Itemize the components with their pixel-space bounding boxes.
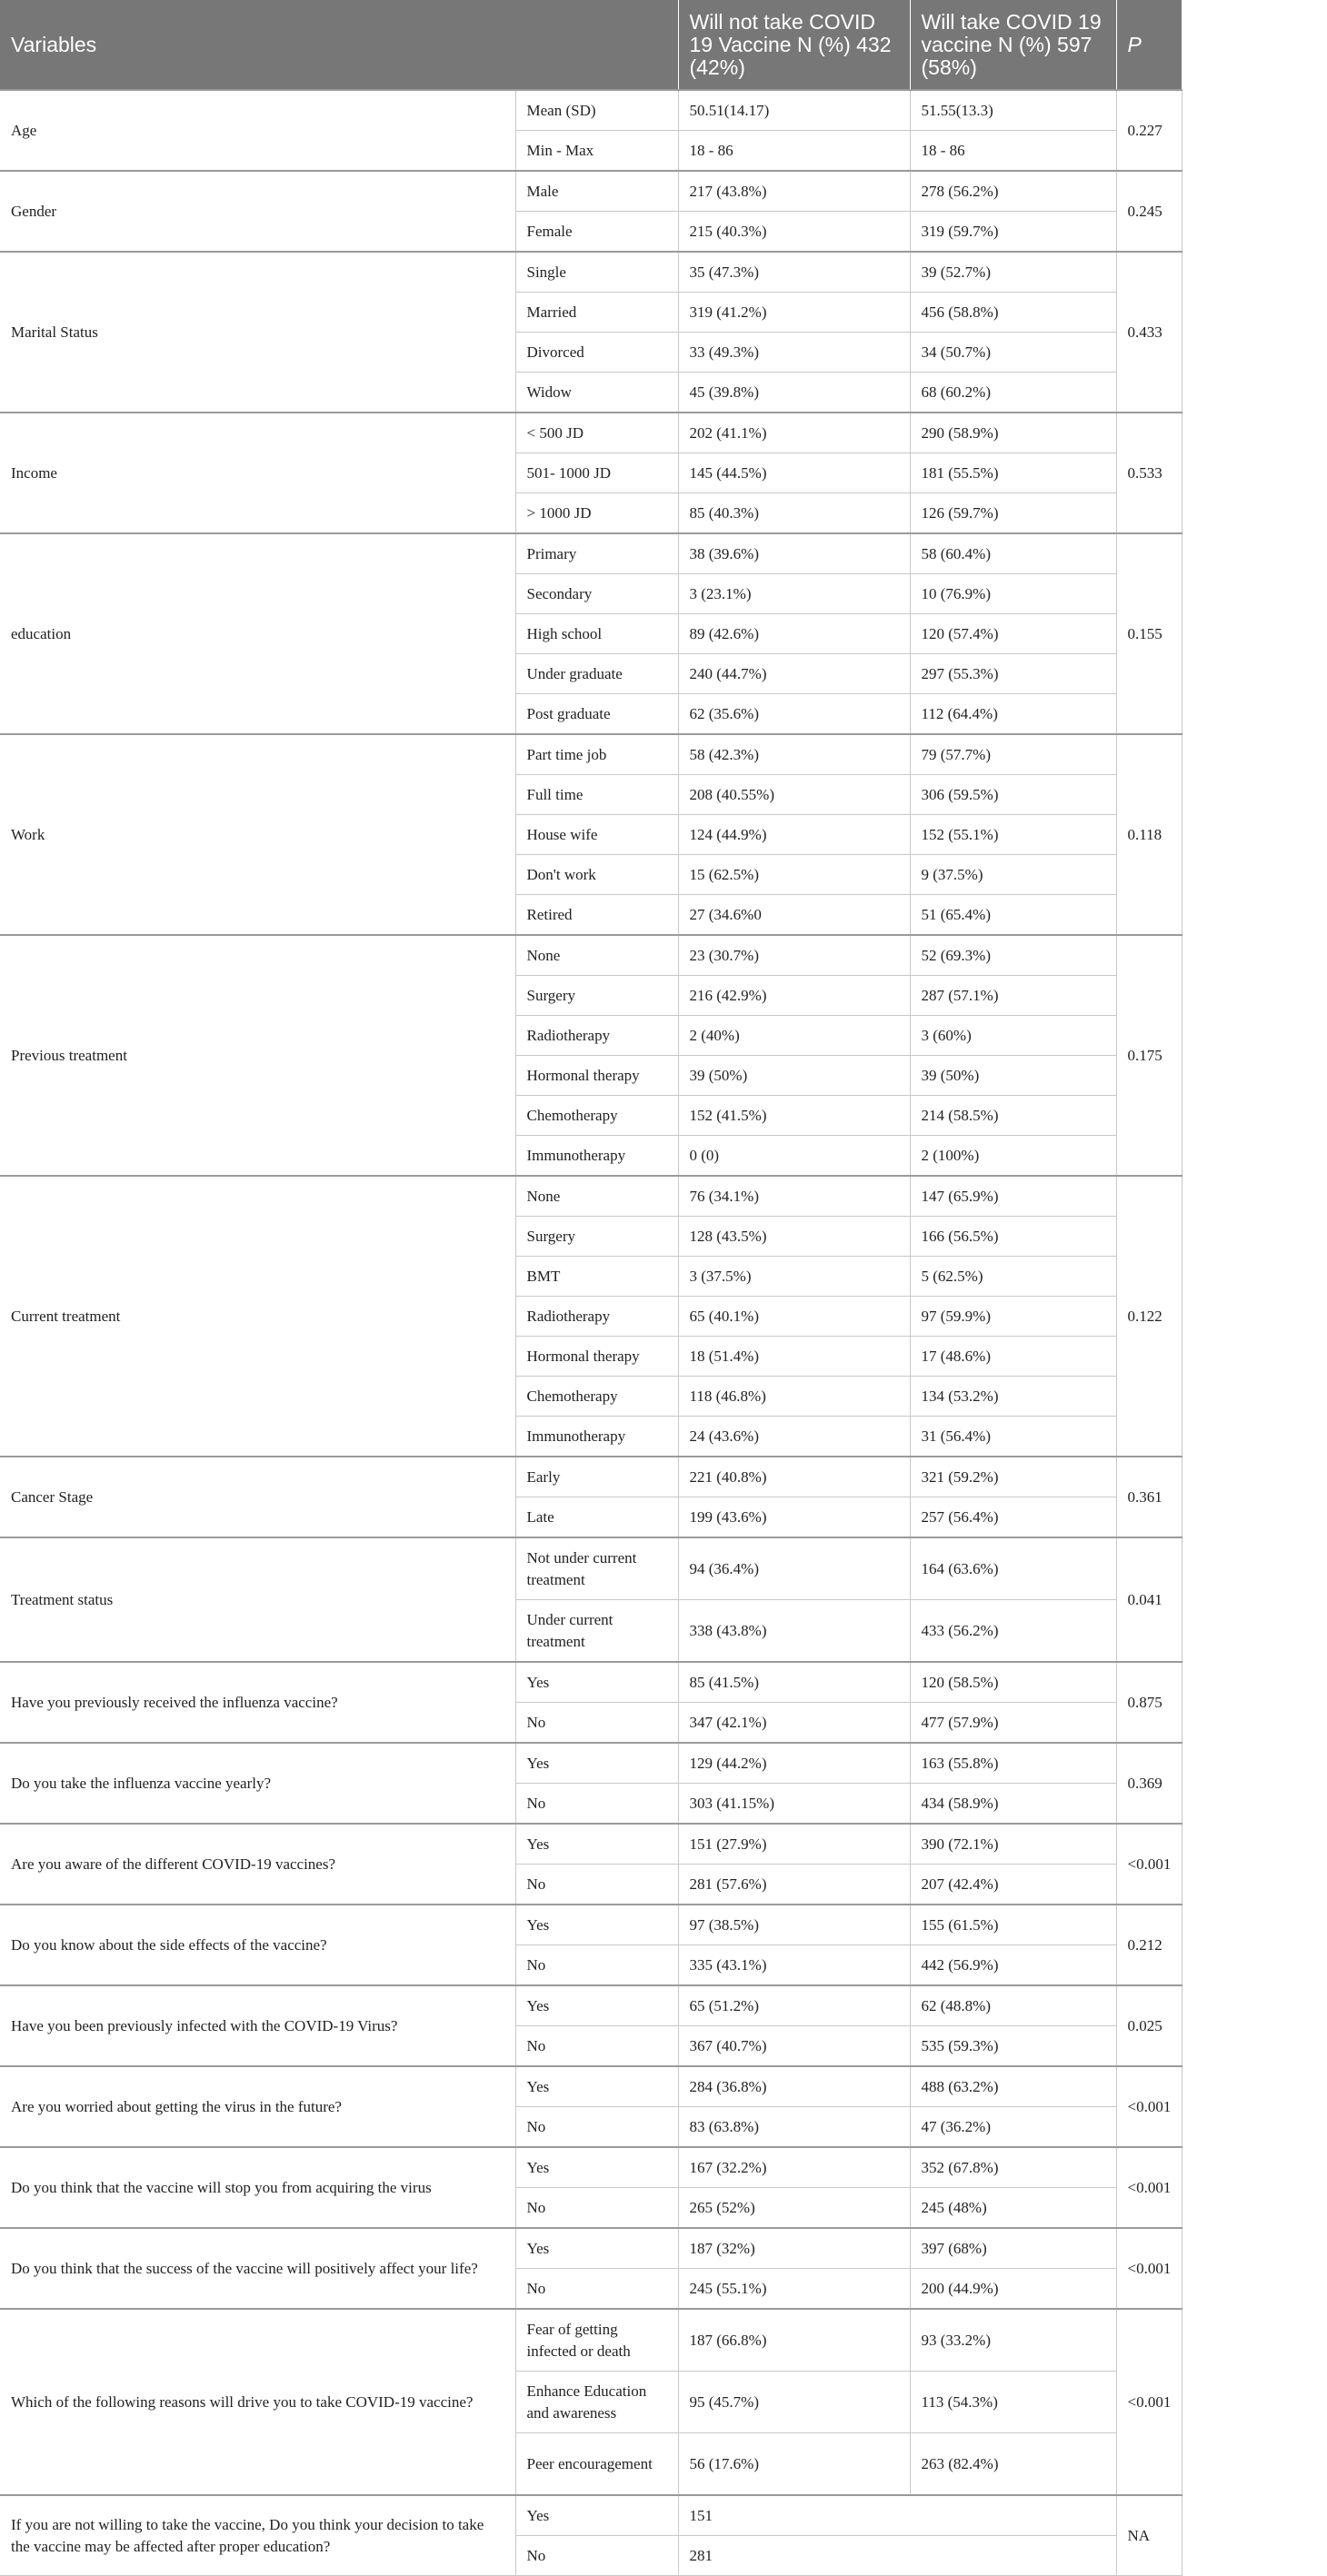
table-row <box>0 533 1182 574</box>
category-label: Not under current treatment <box>515 1537 678 1600</box>
will-take-value: 68 (60.2%) <box>910 373 1116 413</box>
will-not-take-value: 3 (37.5%) <box>678 1257 910 1297</box>
will-not-take-value: 216 (42.9%) <box>678 976 910 1016</box>
will-take-value: 51 (65.4%) <box>910 895 1116 936</box>
category-label: Chemotherapy <box>515 1377 678 1417</box>
category-label: Divorced <box>515 333 678 373</box>
will-take-value: 97 (59.9%) <box>910 1297 1116 1337</box>
variable-name: education <box>0 533 515 734</box>
variable-name: Do you know about the side effects of the vaccine? <box>0 1905 515 1985</box>
will-take-value: 9 (37.5%) <box>910 855 1116 895</box>
category-label: Secondary <box>515 574 678 614</box>
will-take-value: 10 (76.9%) <box>910 574 1116 614</box>
variable-name: If you are not willing to take the vaccine, Do you think your decision to take the vaccine may be affected after proper education? <box>0 2495 515 2576</box>
will-take-value: 120 (57.4%) <box>910 614 1116 654</box>
category-label: Mean (SD) <box>515 90 678 131</box>
will-take-value: 442 (56.9%) <box>910 1945 1116 1986</box>
will-not-take-value: 217 (43.8%) <box>678 171 910 212</box>
will-take-value: 257 (56.4%) <box>910 1497 1116 1538</box>
will-not-take-value: 0 (0) <box>678 1136 910 1177</box>
header-row <box>0 0 1182 90</box>
p-value: 0.533 <box>1116 413 1182 533</box>
will-take-value: 306 (59.5%) <box>910 775 1116 815</box>
will-take-value: 263 (82.4%) <box>910 2433 1116 2496</box>
table-row <box>0 1176 1182 1217</box>
p-value: 0.122 <box>1116 1176 1182 1457</box>
will-take-value: 535 (59.3%) <box>910 2026 1116 2067</box>
category-label: Surgery <box>515 976 678 1016</box>
table-row <box>0 2309 1182 2372</box>
category-label: Enhance Education and awareness <box>515 2372 678 2433</box>
variable-name: Age <box>0 90 515 171</box>
p-value: 0.369 <box>1116 1743 1182 1824</box>
category-label: Widow <box>515 373 678 413</box>
category-label: Hormonal therapy <box>515 1056 678 1096</box>
will-take-value: 152 (55.1%) <box>910 815 1116 855</box>
will-take-value: 433 (56.2%) <box>910 1600 1116 1663</box>
category-label: Retired <box>515 895 678 936</box>
category-label: None <box>515 1176 678 1217</box>
category-label: Chemotherapy <box>515 1096 678 1136</box>
category-label: Surgery <box>515 1217 678 1257</box>
will-not-take-value: 85 (40.3%) <box>678 493 910 534</box>
will-not-take-value: 128 (43.5%) <box>678 1217 910 1257</box>
variable-name: Cancer Stage <box>0 1457 515 1537</box>
will-not-take-value: 319 (41.2%) <box>678 293 910 333</box>
category-label: Radiotherapy <box>515 1297 678 1337</box>
category-label: No <box>515 2188 678 2229</box>
will-not-take-value: 95 (45.7%) <box>678 2372 910 2433</box>
header-variables: Variables <box>0 0 678 90</box>
will-take-value: 166 (56.5%) <box>910 1217 1116 1257</box>
will-not-take-value: 56 (17.6%) <box>678 2433 910 2496</box>
p-value: 0.433 <box>1116 252 1182 413</box>
will-not-take-value: 35 (47.3%) <box>678 252 910 293</box>
will-take-value: 18 - 86 <box>910 131 1116 172</box>
will-take-value: 112 (64.4%) <box>910 694 1116 735</box>
will-not-take-value: 145 (44.5%) <box>678 453 910 493</box>
p-value: <0.001 <box>1116 2228 1182 2309</box>
will-take-value: 321 (59.2%) <box>910 1457 1116 1497</box>
category-label: Immunotherapy <box>515 1417 678 1457</box>
will-not-take-value: 39 (50%) <box>678 1056 910 1096</box>
p-value: 0.155 <box>1116 533 1182 734</box>
category-label: Yes <box>515 1905 678 1945</box>
will-take-value: 79 (57.7%) <box>910 734 1116 775</box>
table-row <box>0 90 1182 131</box>
variable-name: Have you been previously infected with the COVID-19 Virus? <box>0 1985 515 2066</box>
category-label: No <box>515 2026 678 2067</box>
category-label: Under graduate <box>515 654 678 694</box>
will-not-take-value: 151 (27.9%) <box>678 1824 910 1865</box>
will-take-value: 200 (44.9%) <box>910 2269 1116 2310</box>
p-value: NA <box>1116 2495 1182 2576</box>
will-take-value: 2 (100%) <box>910 1136 1116 1177</box>
variable-name: Do you take the influenza vaccine yearly? <box>0 1743 515 1824</box>
will-take-value: 456 (58.8%) <box>910 293 1116 333</box>
will-not-take-value: 27 (34.6%0 <box>678 895 910 936</box>
category-label: Under current treatment <box>515 1600 678 1663</box>
will-take-value: 319 (59.7%) <box>910 212 1116 253</box>
category-label: No <box>515 1784 678 1825</box>
will-take-value: 34 (50.7%) <box>910 333 1116 373</box>
category-label: Married <box>515 293 678 333</box>
will-take-value: 278 (56.2%) <box>910 171 1116 212</box>
variable-name: Gender <box>0 171 515 252</box>
will-take-value: 31 (56.4%) <box>910 1417 1116 1457</box>
variable-name: Which of the following reasons will drive you to take COVID-19 vaccine? <box>0 2309 515 2495</box>
will-not-take-value: 187 (32%) <box>678 2228 910 2269</box>
will-not-take-value: 221 (40.8%) <box>678 1457 910 1497</box>
table-row <box>0 1457 1182 1497</box>
table-row <box>0 1985 1182 2026</box>
category-label: BMT <box>515 1257 678 1297</box>
category-label: Male <box>515 171 678 212</box>
will-not-take-value: 118 (46.8%) <box>678 1377 910 1417</box>
will-take-value: 290 (58.9%) <box>910 413 1116 453</box>
category-label: Late <box>515 1497 678 1538</box>
will-not-take-value: 45 (39.8%) <box>678 373 910 413</box>
p-value: 0.245 <box>1116 171 1182 252</box>
will-take-value: 181 (55.5%) <box>910 453 1116 493</box>
category-label: No <box>515 1945 678 1986</box>
table-row <box>0 413 1182 453</box>
category-label: Yes <box>515 1662 678 1703</box>
will-not-take-value: 281 (57.6%) <box>678 1865 910 1905</box>
category-label: Early <box>515 1457 678 1497</box>
will-not-take-value: 284 (36.8%) <box>678 2066 910 2107</box>
will-take-value: 155 (61.5%) <box>910 1905 1116 1945</box>
will-take-value: 113 (54.3%) <box>910 2372 1116 2433</box>
category-label: < 500 JD <box>515 413 678 453</box>
category-label: Min - Max <box>515 131 678 172</box>
variable-name: Treatment status <box>0 1537 515 1662</box>
will-not-take-value: 62 (35.6%) <box>678 694 910 735</box>
will-take-value: 52 (69.3%) <box>910 935 1116 976</box>
will-not-take-value: 199 (43.6%) <box>678 1497 910 1538</box>
table-row <box>0 935 1182 976</box>
will-not-take-value: 335 (43.1%) <box>678 1945 910 1986</box>
will-take-value: 5 (62.5%) <box>910 1257 1116 1297</box>
table-row <box>0 252 1182 293</box>
will-take-value: 163 (55.8%) <box>910 1743 1116 1784</box>
variable-name: Are you aware of the different COVID-19 vaccines? <box>0 1824 515 1905</box>
will-take-value: 39 (50%) <box>910 1056 1116 1096</box>
variable-name: Income <box>0 413 515 533</box>
category-label: Radiotherapy <box>515 1016 678 1056</box>
will-not-take-value: 65 (40.1%) <box>678 1297 910 1337</box>
category-label: No <box>515 1865 678 1905</box>
will-not-take-value: 187 (66.8%) <box>678 2309 910 2372</box>
will-not-take-value: 367 (40.7%) <box>678 2026 910 2067</box>
will-take-value: 93 (33.2%) <box>910 2309 1116 2372</box>
will-take-value: 352 (67.8%) <box>910 2147 1116 2188</box>
p-value: 0.875 <box>1116 1662 1182 1743</box>
table-row <box>0 2066 1182 2107</box>
category-label: Full time <box>515 775 678 815</box>
variable-name: Previous treatment <box>0 935 515 1176</box>
category-label: High school <box>515 614 678 654</box>
will-take-value: 207 (42.4%) <box>910 1865 1116 1905</box>
p-value: 0.227 <box>1116 90 1182 171</box>
category-label: No <box>515 2269 678 2310</box>
will-take-value: 126 (59.7%) <box>910 493 1116 534</box>
table-row <box>0 2147 1182 2188</box>
variable-name: Do you think that the vaccine will stop you from acquiring the virus <box>0 2147 515 2228</box>
table-row <box>0 1824 1182 1865</box>
will-not-take-value: 245 (55.1%) <box>678 2269 910 2310</box>
variable-name: Have you previously received the influenza vaccine? <box>0 1662 515 1743</box>
p-value: 0.118 <box>1116 734 1182 935</box>
will-not-take-value: 152 (41.5%) <box>678 1096 910 1136</box>
table-row <box>0 1905 1182 1945</box>
will-not-take-value: 347 (42.1%) <box>678 1703 910 1744</box>
will-take-value: 3 (60%) <box>910 1016 1116 1056</box>
will-take-value: 397 (68%) <box>910 2228 1116 2269</box>
will-not-take-value: 129 (44.2%) <box>678 1743 910 1784</box>
will-not-take-value: 303 (41.15%) <box>678 1784 910 1825</box>
category-label: Hormonal therapy <box>515 1337 678 1377</box>
will-take-value: 147 (65.9%) <box>910 1176 1116 1217</box>
p-value: 0.361 <box>1116 1457 1182 1537</box>
will-not-take-value: 3 (23.1%) <box>678 574 910 614</box>
will-not-take-value: 58 (42.3%) <box>678 734 910 775</box>
category-label: Yes <box>515 1824 678 1865</box>
will-not-take-value: 23 (30.7%) <box>678 935 910 976</box>
variable-name: Current treatment <box>0 1176 515 1457</box>
will-take-value: 62 (48.8%) <box>910 1985 1116 2026</box>
will-not-take-value: 18 - 86 <box>678 131 910 172</box>
will-not-take-value: 24 (43.6%) <box>678 1417 910 1457</box>
will-not-take-value: 124 (44.9%) <box>678 815 910 855</box>
will-not-take-value: 2 (40%) <box>678 1016 910 1056</box>
category-label: Yes <box>515 2066 678 2107</box>
category-label: None <box>515 935 678 976</box>
table-row <box>0 2495 1182 2536</box>
will-not-take-value: 38 (39.6%) <box>678 533 910 574</box>
will-take-value: 164 (63.6%) <box>910 1537 1116 1600</box>
will-not-take-value: 94 (36.4%) <box>678 1537 910 1600</box>
variable-name: Marital Status <box>0 252 515 413</box>
category-label: House wife <box>515 815 678 855</box>
category-label: Fear of getting infected or death <box>515 2309 678 2372</box>
will-not-take-value: 18 (51.4%) <box>678 1337 910 1377</box>
variable-name: Are you worried about getting the virus in the future? <box>0 2066 515 2147</box>
category-label: Yes <box>515 1985 678 2026</box>
variable-name: Work <box>0 734 515 935</box>
will-take-value: 120 (58.5%) <box>910 1662 1116 1703</box>
p-value: <0.001 <box>1116 2066 1182 2147</box>
will-not-take-value: 33 (49.3%) <box>678 333 910 373</box>
will-not-take-value: 338 (43.8%) <box>678 1600 910 1663</box>
table-row <box>0 1537 1182 1600</box>
header-will-not-take: Will not take COVID 19 Vaccine N (%) 432 (42%) <box>678 0 910 90</box>
category-label: 501- 1000 JD <box>515 453 678 493</box>
will-take-value: 434 (58.9%) <box>910 1784 1116 1825</box>
will-not-take-value: 83 (63.8%) <box>678 2107 910 2148</box>
category-label: Part time job <box>515 734 678 775</box>
will-not-take-value: 89 (42.6%) <box>678 614 910 654</box>
category-label: Primary <box>515 533 678 574</box>
table-row <box>0 2228 1182 2269</box>
will-take-value: 287 (57.1%) <box>910 976 1116 1016</box>
p-value: 0.041 <box>1116 1537 1182 1662</box>
will-take-value: 134 (53.2%) <box>910 1377 1116 1417</box>
category-label: No <box>515 2536 678 2576</box>
merged-count: 151 <box>678 2495 1116 2536</box>
will-take-value: 297 (55.3%) <box>910 654 1116 694</box>
table-row <box>0 734 1182 775</box>
will-not-take-value: 208 (40.55%) <box>678 775 910 815</box>
table-row <box>0 1743 1182 1784</box>
p-value: <0.001 <box>1116 2309 1182 2495</box>
category-label: Peer encouragement <box>515 2433 678 2496</box>
table-row <box>0 171 1182 212</box>
will-not-take-value: 265 (52%) <box>678 2188 910 2229</box>
header-p-value: P <box>1116 0 1182 90</box>
variable-name: Do you think that the success of the vaccine will positively affect your life? <box>0 2228 515 2309</box>
p-value: 0.025 <box>1116 1985 1182 2066</box>
p-value: <0.001 <box>1116 1824 1182 1905</box>
category-label: No <box>515 1703 678 1744</box>
will-not-take-value: 15 (62.5%) <box>678 855 910 895</box>
header-will-take: Will take COVID 19 vaccine N (%) 597 (58%) <box>910 0 1116 90</box>
will-take-value: 47 (36.2%) <box>910 2107 1116 2148</box>
p-value: 0.212 <box>1116 1905 1182 1985</box>
will-not-take-value: 202 (41.1%) <box>678 413 910 453</box>
category-label: Yes <box>515 2495 678 2536</box>
will-take-value: 17 (48.6%) <box>910 1337 1116 1377</box>
category-label: > 1000 JD <box>515 493 678 534</box>
category-label: Yes <box>515 2228 678 2269</box>
merged-count: 281 <box>678 2536 1116 2576</box>
category-label: Female <box>515 212 678 253</box>
category-label: Post graduate <box>515 694 678 735</box>
will-take-value: 58 (60.4%) <box>910 533 1116 574</box>
will-not-take-value: 50.51(14.17) <box>678 90 910 131</box>
category-label: No <box>515 2107 678 2148</box>
will-not-take-value: 65 (51.2%) <box>678 1985 910 2026</box>
category-label: Single <box>515 252 678 293</box>
table-row <box>0 1662 1182 1703</box>
will-take-value: 51.55(13.3) <box>910 90 1116 131</box>
will-not-take-value: 167 (32.2%) <box>678 2147 910 2188</box>
will-not-take-value: 85 (41.5%) <box>678 1662 910 1703</box>
will-take-value: 390 (72.1%) <box>910 1824 1116 1865</box>
will-not-take-value: 76 (34.1%) <box>678 1176 910 1217</box>
category-label: Yes <box>515 1743 678 1784</box>
will-take-value: 488 (63.2%) <box>910 2066 1116 2107</box>
p-value: 0.175 <box>1116 935 1182 1176</box>
will-not-take-value: 215 (40.3%) <box>678 212 910 253</box>
category-label: Don't work <box>515 855 678 895</box>
will-take-value: 245 (48%) <box>910 2188 1116 2229</box>
will-take-value: 39 (52.7%) <box>910 252 1116 293</box>
category-label: Yes <box>515 2147 678 2188</box>
category-label: Immunotherapy <box>515 1136 678 1177</box>
will-not-take-value: 240 (44.7%) <box>678 654 910 694</box>
will-not-take-value: 97 (38.5%) <box>678 1905 910 1945</box>
will-take-value: 214 (58.5%) <box>910 1096 1116 1136</box>
will-take-value: 477 (57.9%) <box>910 1703 1116 1744</box>
p-value: <0.001 <box>1116 2147 1182 2228</box>
